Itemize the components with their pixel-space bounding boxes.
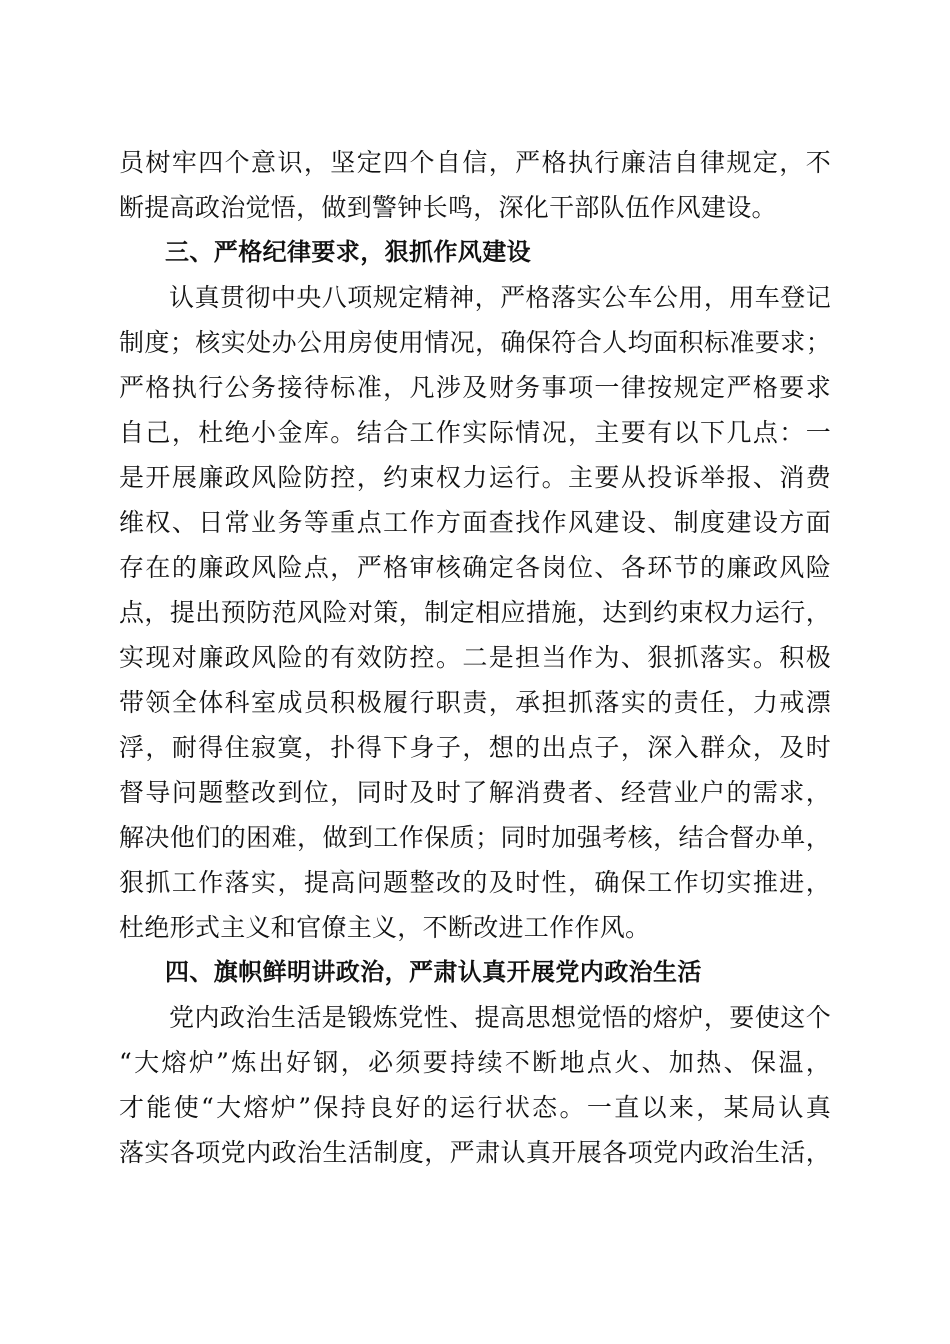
body-line: 带领全体科室成员积极履行职责，承担抓落实的责任，力戒漂	[119, 688, 831, 717]
body-line: 是开展廉政风险防控，约束权力运行。主要从投诉举报、消费	[119, 463, 831, 492]
body-line: 督导问题整改到位，同时及时了解消费者、经营业户的需求，	[119, 778, 831, 807]
body-line: 认真贯彻中央八项规定精神，严格落实公车公用，用车登记	[169, 283, 831, 312]
section-heading-3: 三、严格纪律要求，狠抓作风建设	[165, 238, 531, 266]
body-line: 维权、日常业务等重点工作方面查找作风建设、制度建设方面	[119, 508, 831, 537]
body-line: “大熔炉”炼出好钢，必须要持续不断地点火、加热、保温，	[119, 1048, 831, 1077]
body-line: 党内政治生活是锻炼党性、提高思想觉悟的熔炉，要使这个	[169, 1003, 831, 1032]
body-line: 点，提出预防范风险对策，制定相应措施，达到约束权力运行，	[119, 598, 831, 627]
body-line: 浮，耐得住寂寞，扑得下身子，想的出点子，深入群众，及时	[119, 733, 831, 762]
body-line: 严格执行公务接待标准，凡涉及财务事项一律按规定严格要求	[119, 373, 831, 402]
document-body	[119, 140, 831, 1175]
body-line: 狠抓工作落实，提高问题整改的及时性，确保工作切实推进，	[119, 868, 831, 897]
body-line: 实现对廉政风险的有效防控。二是担当作为、狠抓落实。积极	[119, 643, 831, 672]
body-line: 自己，杜绝小金库。结合工作实际情况，主要有以下几点：一	[119, 418, 831, 447]
body-line: 解决他们的困难，做到工作保质；同时加强考核，结合督办单，	[119, 823, 831, 852]
body-line: 落实各项党内政治生活制度，严肃认真开展各项党内政治生活，	[119, 1138, 831, 1167]
body-line: 员树牢四个意识，坚定四个自信，严格执行廉洁自律规定，不	[119, 148, 831, 177]
body-line: 断提高政治觉悟，做到警钟长鸣，深化干部队伍作风建设。	[119, 193, 777, 222]
body-line: 杜绝形式主义和官僚主义，不断改进工作作风。	[119, 913, 651, 942]
section-heading-4: 四、旗帜鲜明讲政治，严肃认真开展党内政治生活	[165, 958, 702, 986]
body-line: 才能使“大熔炉”保持良好的运行状态。一直以来，某局认真	[119, 1093, 831, 1122]
body-line: 存在的廉政风险点，严格审核确定各岗位、各环节的廉政风险	[119, 553, 831, 582]
body-line: 制度；核实处办公用房使用情况，确保符合人均面积标准要求；	[119, 328, 831, 357]
